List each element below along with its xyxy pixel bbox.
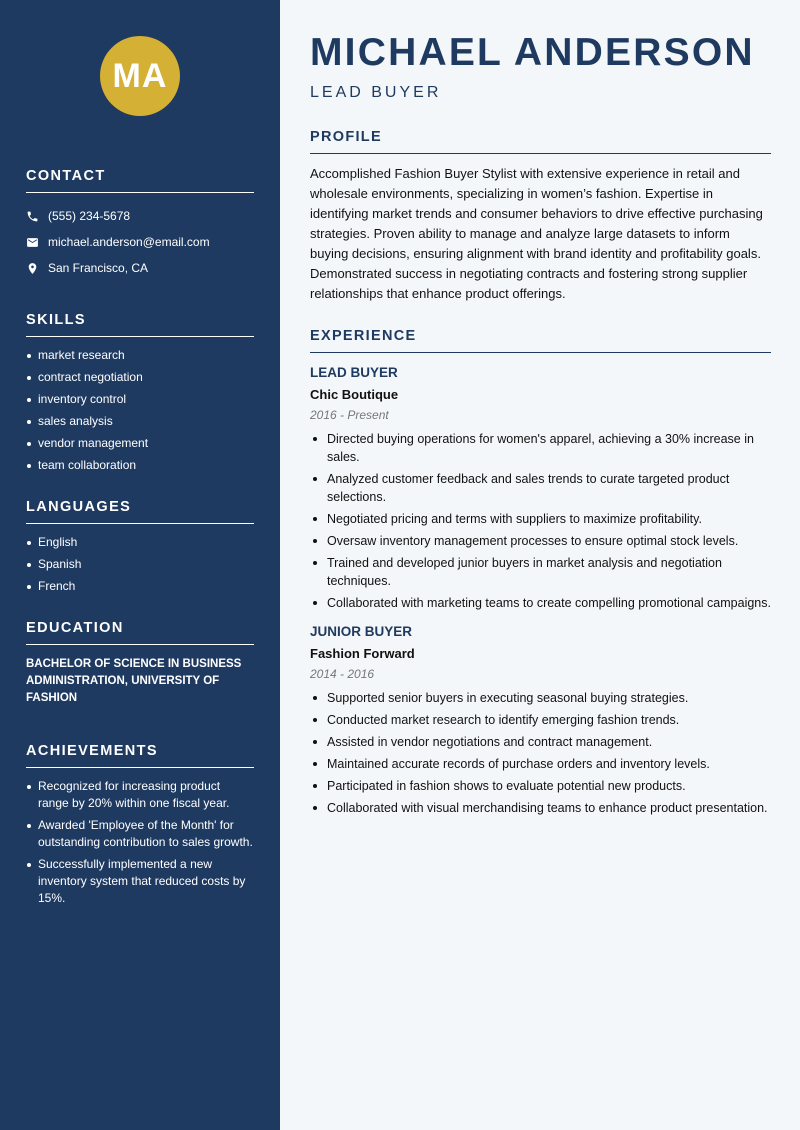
skill-item: market research xyxy=(26,347,254,364)
job-bullet: Trained and developed junior buyers in market analysis and negotiation techniques. xyxy=(310,554,771,590)
location-pin-icon xyxy=(26,262,39,275)
contact-title: CONTACT xyxy=(26,168,254,193)
skill-item: sales analysis xyxy=(26,413,254,430)
candidate-name: MICHAEL ANDERSON xyxy=(310,31,755,74)
job-dates: 2016 - Present xyxy=(310,408,389,422)
location-text: San Francisco, CA xyxy=(48,261,149,275)
languages-section xyxy=(26,499,254,595)
job-bullet: Assisted in vendor negotiations and contract management. xyxy=(310,733,771,751)
email-text: michael.anderson@email.com xyxy=(48,235,210,249)
job-bullet: Analyzed customer feedback and sales trends to curate targeted product selections. xyxy=(310,470,771,506)
education-degree: BACHELOR OF SCIENCE IN BUSINESS ADMINISTRATION, UNIVERSITY OF FASHION xyxy=(26,658,242,704)
language-item: Spanish xyxy=(26,556,254,573)
avatar-initials: MA xyxy=(112,56,168,95)
profile-section xyxy=(310,129,771,304)
job-title: LEAD BUYER xyxy=(310,365,398,380)
job-bullet: Collaborated with marketing teams to create compelling promotional campaigns. xyxy=(310,594,771,612)
experience-section xyxy=(310,328,771,817)
job-title: JUNIOR BUYER xyxy=(310,624,413,639)
job-bullet: Negotiated pricing and terms with suppliers to maximize profitability. xyxy=(310,510,771,528)
skill-item: contract negotiation xyxy=(26,369,254,386)
job-bullet: Supported senior buyers in executing seasonal buying strategies. xyxy=(310,689,771,707)
main-content xyxy=(280,0,800,1130)
candidate-role: LEAD BUYER xyxy=(310,84,442,101)
education-title: EDUCATION xyxy=(26,620,254,645)
job-bullet: Collaborated with visual merchandising teams to enhance product presentation. xyxy=(310,799,771,817)
achievements-section xyxy=(26,743,254,907)
language-item: French xyxy=(26,578,254,595)
sidebar xyxy=(0,0,280,1130)
skills-section xyxy=(26,312,254,474)
phone-icon xyxy=(26,210,39,223)
skill-item: inventory control xyxy=(26,391,254,408)
achievements-list xyxy=(26,778,254,907)
education-section xyxy=(26,620,254,707)
job-dates: 2014 - 2016 xyxy=(310,667,375,681)
job-bullets xyxy=(310,430,771,612)
languages-title: LANGUAGES xyxy=(26,499,254,524)
contact-section xyxy=(26,168,254,281)
job-bullet: Directed buying operations for women's apparel, achieving a 30% increase in sales. xyxy=(310,430,771,466)
profile-title: PROFILE xyxy=(310,129,771,154)
profile-summary: Accomplished Fashion Buyer Stylist with extensive experience in retail and wholesale environments, specializing in women’s fashion. Expertise in identifying market trends and consumer behaviors to drive effective purchasing strategies. Proven ability to manage and analyze large datasets to inform buying decisions, ensuring alignment with brand identity and profitability goals. Demonstrated success in negotiating contracts and fostering strong supplier relationships that enhance product offerings. xyxy=(310,166,763,301)
languages-list xyxy=(26,534,254,595)
job-entry xyxy=(310,624,771,817)
job-bullet: Oversaw inventory management processes to ensure optimal stock levels. xyxy=(310,532,771,550)
job-entry xyxy=(310,365,771,612)
job-bullet: Maintained accurate records of purchase orders and inventory levels. xyxy=(310,755,771,773)
phone-text: (555) 234-5678 xyxy=(48,209,131,223)
experience-title: EXPERIENCE xyxy=(310,328,771,353)
skills-title: SKILLS xyxy=(26,312,254,337)
job-bullet: Conducted market research to identify emerging fashion trends. xyxy=(310,711,771,729)
achievements-title: ACHIEVEMENTS xyxy=(26,743,254,768)
job-bullets xyxy=(310,689,771,817)
contact-list xyxy=(26,203,254,281)
contact-email xyxy=(26,229,254,255)
skill-item: vendor management xyxy=(26,435,254,452)
job-bullet: Participated in fashion shows to evaluate potential new products. xyxy=(310,777,771,795)
avatar xyxy=(100,36,180,116)
job-company: Fashion Forward xyxy=(310,646,415,661)
skill-item: team collaboration xyxy=(26,457,254,474)
email-icon xyxy=(26,236,39,249)
contact-location xyxy=(26,255,254,281)
language-item: English xyxy=(26,534,254,551)
achievement-item: Recognized for increasing product range by 20% within one fiscal year. xyxy=(26,778,254,812)
achievement-item: Successfully implemented a new inventory system that reduced costs by 15%. xyxy=(26,856,254,907)
skills-list xyxy=(26,347,254,474)
achievement-item: Awarded 'Employee of the Month' for outstanding contribution to sales growth. xyxy=(26,817,254,851)
job-company: Chic Boutique xyxy=(310,387,399,402)
contact-phone xyxy=(26,203,254,229)
